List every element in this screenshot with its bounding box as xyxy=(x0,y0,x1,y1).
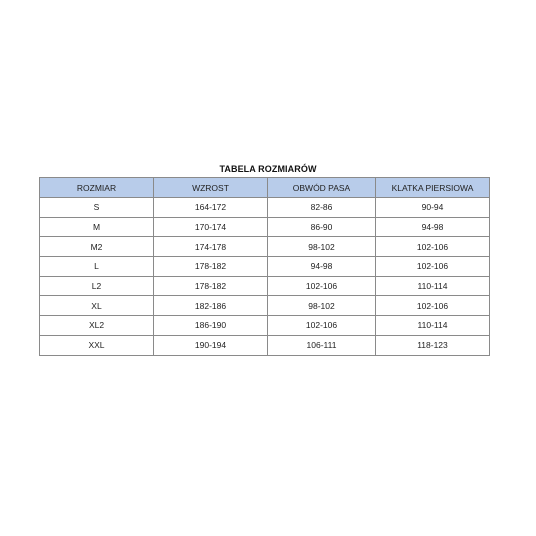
table-row xyxy=(40,335,490,355)
cell-height: 178-182 xyxy=(154,276,268,296)
cell-chest: 102-106 xyxy=(376,257,490,277)
cell-size: XXL xyxy=(40,335,154,355)
cell-chest: 102-106 xyxy=(376,237,490,257)
cell-waist: 102-106 xyxy=(268,316,376,336)
cell-size: M2 xyxy=(40,237,154,257)
cell-size: L xyxy=(40,257,154,277)
cell-height: 174-178 xyxy=(154,237,268,257)
header-size: ROZMIAR xyxy=(40,178,154,198)
cell-size: M xyxy=(40,217,154,237)
cell-waist: 82-86 xyxy=(268,198,376,218)
table-title: TABELA ROZMIARÓW xyxy=(219,164,317,174)
table-row xyxy=(40,198,490,218)
cell-height: 190-194 xyxy=(154,335,268,355)
table-row xyxy=(40,276,490,296)
cell-height: 186-190 xyxy=(154,316,268,336)
cell-height: 170-174 xyxy=(154,217,268,237)
cell-chest: 118-123 xyxy=(376,335,490,355)
cell-waist: 94-98 xyxy=(268,257,376,277)
cell-size: XL xyxy=(40,296,154,316)
header-height: WZROST xyxy=(154,178,268,198)
table-row xyxy=(40,217,490,237)
cell-waist: 102-106 xyxy=(268,276,376,296)
cell-waist: 106-111 xyxy=(268,335,376,355)
cell-chest: 90-94 xyxy=(376,198,490,218)
table-row xyxy=(40,257,490,277)
cell-chest: 110-114 xyxy=(376,276,490,296)
cell-chest: 110-114 xyxy=(376,316,490,336)
header-chest: KLATKA PIERSIOWA xyxy=(376,178,490,198)
table-row xyxy=(40,237,490,257)
cell-height: 164-172 xyxy=(154,198,268,218)
cell-waist: 98-102 xyxy=(268,296,376,316)
cell-height: 182-186 xyxy=(154,296,268,316)
header-row xyxy=(40,178,490,198)
table-row xyxy=(40,296,490,316)
cell-height: 178-182 xyxy=(154,257,268,277)
cell-chest: 102-106 xyxy=(376,296,490,316)
cell-size: XL2 xyxy=(40,316,154,336)
cell-chest: 94-98 xyxy=(376,217,490,237)
header-waist: OBWÓD PASA xyxy=(268,178,376,198)
cell-size: S xyxy=(40,198,154,218)
table-row xyxy=(40,316,490,336)
size-table xyxy=(39,177,490,356)
cell-size: L2 xyxy=(40,276,154,296)
cell-waist: 98-102 xyxy=(268,237,376,257)
cell-waist: 86-90 xyxy=(268,217,376,237)
